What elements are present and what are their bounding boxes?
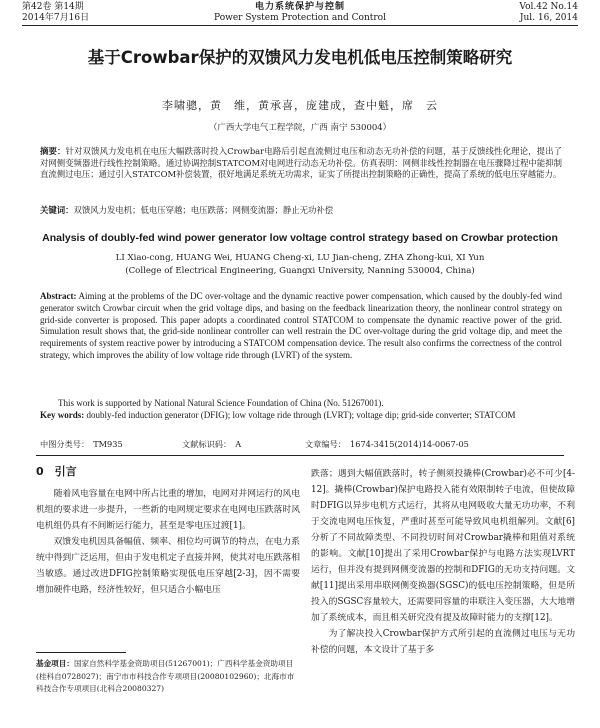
paragraph: 双馈发电机因具备幅值、频率、相位均可调节的特点，在电力系统中得到广泛运用，但由于发电机定子直接并网，使其对电压跌落相当敏感。通过改进DFIG控制策略实现低电压穿越[2-3]，因不需要增加硬件电路，经济性较好，但只适合小幅电压 xyxy=(36,537,300,595)
keywords-cn-text: 双馈风力发电机；低电压穿越；电压跌落；网侧变流器；静止无功补偿 xyxy=(73,205,334,215)
keywords-cn xyxy=(40,205,562,217)
paper-title: 基于Crowbar保护的双馈风力发电机低电压控制策略研究 xyxy=(87,48,513,67)
paper-title-en: Analysis of doubly-fed wind power generator low voltage control strategy based on Crowbar protection xyxy=(42,232,558,244)
abstract-en xyxy=(40,291,562,362)
body-left-column xyxy=(36,464,300,598)
abstract-en-label: Abstract: xyxy=(40,291,77,301)
journal-header xyxy=(0,0,600,25)
author-list-en: LI Xiao-cong, HUANG Wei, HUANG Cheng-xi, LU Jian-cheng, ZHA Zhong-kui, XI Yun xyxy=(115,253,485,263)
keywords-en xyxy=(40,410,562,422)
article-number: 文章编号： 1674-3415(2014)14-0067-05 xyxy=(305,439,469,449)
paragraph: 为了解决投入Crowbar保护方式所引起的直流侧过电压与无功补偿的问题，本文设计了基于多 xyxy=(311,629,575,655)
keywords-cn-label: 关键词： xyxy=(40,205,74,215)
abstract-cn xyxy=(40,146,562,181)
header-date-en: Jul. 16, 2014 xyxy=(519,13,578,23)
header-volume: 第42卷 第14期 xyxy=(22,2,84,12)
section-heading-introduction: 0 引言 xyxy=(36,465,77,478)
paragraph: 跌落；遇到大幅值跌落时，转子侧须投撬棒(Crowbar)必不可少[4-12]。撬棒(Crowbar)保护电路投入能有效限制转子电流，但使故障时DFIG以异步电机方式运行，其将从电网吸收大量无功功率，不利于交流电网电压恢复，严重时甚至可能导致风电机组解列。文献[6]分析了不同故障类型、不同投切时间对Crowbar撬棒和阻值对系统的影响。文献[10]提出了采用Crowbar保护与电路方法实现LVRT运行，但并没有提到网侧变流器的控制和DFIG的无功支持问题。文献[11]提出采用串联网侧变换器(SGSC)的低电压控制策略，但是所投入的SGSC容量较大，还需要同容量的串联注入变压器，大大地增加了系统成本，而且相关研究没有提及故障时能力的支撑[12]。 xyxy=(311,469,575,623)
footnote-text: 国家自然科学基金资助项目(51267001)；广西科学基金资助项目(桂科自0728027)；南宁市市科技合作专项项目(20080102960)；北海市市科技合作专项项目(北科合20080327) xyxy=(36,659,295,693)
author-affiliation-en: (College of Electrical Engineering, Guangxi University, Nanning 530004, China) xyxy=(125,266,475,276)
document-code: 文献标识码： A xyxy=(182,439,242,449)
footnote-divider xyxy=(36,652,126,653)
author-list: 李啸骢，黄 维，黄承喜，庞建成，查中魁，席 云 xyxy=(162,99,438,112)
footnote-label: 基金项目： xyxy=(36,659,74,668)
keywords-en-label: Key words: xyxy=(40,410,85,420)
abstract-cn-label: 摘要： xyxy=(40,146,66,156)
journal-name-cn: 电力系统保护与控制 xyxy=(254,2,345,12)
header-volume-issue-en xyxy=(519,2,578,24)
header-date: 2014年7月16日 xyxy=(22,13,90,23)
header-volume-en: Vol.42 No.14 xyxy=(519,2,578,12)
paragraph: 随着风电容量在电网中所占比重的增加，电网对并网运行的风电机组的要求进一步提升，一些新的电网规定要求在电网电压跌落时风电机组仍具有不间断运行能力，甚至是零电压过渡[1]。 xyxy=(36,489,300,531)
journal-name-en: Power System Protection and Control xyxy=(214,13,386,23)
abstract-en-text: Aiming at the problems of the DC over-voltage and the dynamic reactive power compensation, which caused by the doubly-fed wind generator switch Crowbar circuit when the grid voltage dips, and basing on the feedback linearization theory, the nonlinear control strategy on grid-side converter is proposed. This paper adopts a coordinated control STATCOM to compensate the dynamic reactive power of the grid. Simulation result shows that, the grid-side nonlinear controller can well restrain the DC over-voltage during the grid voltage dip, and meet the requirements of system reactive power by introducing a STATCOM compensation device. The result also confirms the correctness of the control strategy, which improves the ability of low voltage ride through (LVRT) of the system. xyxy=(40,291,562,360)
abstract-cn-text: 针对双馈风力发电机在电压大幅跌落时投入Crowbar电路后引起直流侧过电压和动态无功补偿的问题，基于反馈线性化理论，提出了对网侧变频器进行线性控制策略。通过协调控制STATCOM对电网进行动态无功补偿。仿真表明：网侧非线性控制器在电压骤降过程中能抑制直流侧过电压；通过引入STATCOM补偿装置，很好地满足系统无功需求，证实了所提出控制策略的正确性，提高了系统的低电压穿越能力。 xyxy=(40,146,562,180)
header-divider xyxy=(22,25,578,26)
clc-number: 中图分类号： TM935 xyxy=(40,439,123,449)
abstract-divider xyxy=(36,455,564,456)
keywords-en-text: doubly-fed induction generator (DFIG); low voltage ride through (LVRT); voltage dip; grid-side converter; STATCOM xyxy=(86,410,516,420)
header-journal-name xyxy=(0,2,600,24)
funding-footnote xyxy=(36,658,300,696)
author-affiliation: （广西大学电气工程学院，广西 南宁 530004） xyxy=(208,123,392,133)
body-right-column xyxy=(311,466,575,658)
funding-statement-en: This work is supported by National Natural Science Foundation of China (No. 51267001). xyxy=(58,398,384,408)
